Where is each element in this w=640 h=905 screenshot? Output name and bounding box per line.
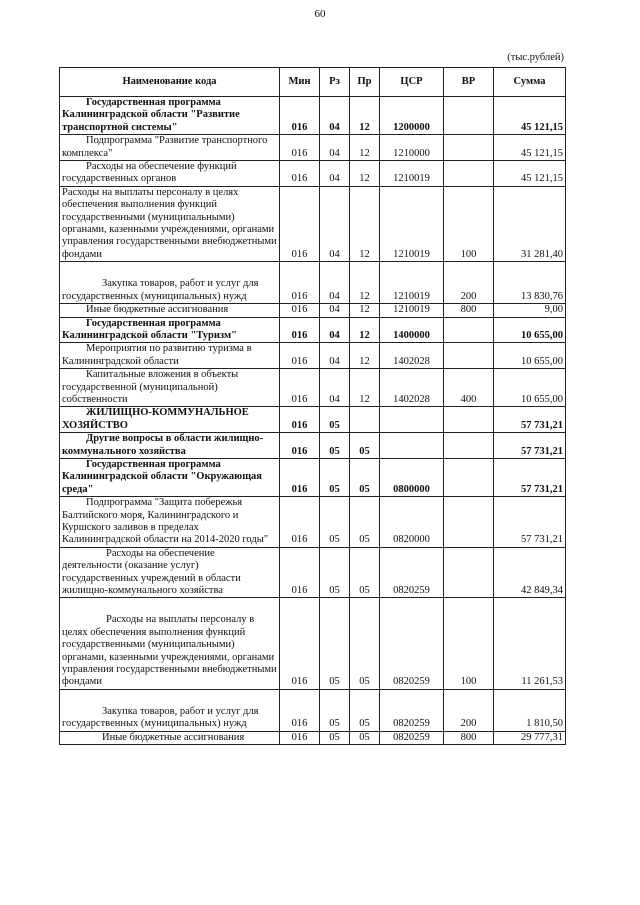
row-rz: 04	[320, 161, 350, 187]
row-pr: 12	[350, 304, 380, 317]
row-min: 016	[280, 369, 320, 407]
row-sum: 9,00	[494, 304, 566, 317]
row-rz: 05	[320, 731, 350, 744]
row-vr	[444, 97, 494, 135]
row-sum: 13 830,76	[494, 262, 566, 304]
row-pr: 12	[350, 97, 380, 135]
row-min: 016	[280, 689, 320, 731]
row-csr: 0800000	[380, 458, 444, 496]
table-row	[60, 262, 566, 304]
table-row	[60, 458, 566, 496]
row-name: Расходы на выплаты персоналу в целях обеспечения выполнения функций государственными (муниципальными) органами, казенными учреждениями, органами управления государственными внебюджетными фондами	[60, 598, 280, 689]
row-min: 016	[280, 598, 320, 689]
row-pr: 05	[350, 547, 380, 598]
row-csr: 1210019	[380, 262, 444, 304]
row-sum: 45 121,15	[494, 161, 566, 187]
row-sum: 29 777,31	[494, 731, 566, 744]
row-sum: 1 810,50	[494, 689, 566, 731]
table-row	[60, 689, 566, 731]
row-pr: 05	[350, 458, 380, 496]
row-csr: 1210019	[380, 304, 444, 317]
row-min: 016	[280, 161, 320, 187]
row-name: Подпрограмма "Развитие транспортного комплекса"	[60, 135, 280, 161]
table-row	[60, 343, 566, 369]
row-csr: 1402028	[380, 343, 444, 369]
row-csr: 1400000	[380, 317, 444, 343]
table-row	[60, 186, 566, 261]
table-header-row	[60, 68, 566, 97]
row-rz: 04	[320, 262, 350, 304]
row-min: 016	[280, 317, 320, 343]
row-csr: 0820259	[380, 598, 444, 689]
row-vr: 200	[444, 689, 494, 731]
row-min: 016	[280, 497, 320, 548]
table-row	[60, 369, 566, 407]
row-rz: 05	[320, 497, 350, 548]
row-rz: 05	[320, 433, 350, 459]
row-sum: 57 731,21	[494, 458, 566, 496]
row-vr	[444, 317, 494, 343]
row-rz: 05	[320, 458, 350, 496]
table-row	[60, 407, 566, 433]
row-vr	[444, 407, 494, 433]
header-vr: ВР	[444, 68, 494, 97]
table-row	[60, 731, 566, 744]
row-vr	[444, 547, 494, 598]
row-sum: 57 731,21	[494, 433, 566, 459]
row-rz: 05	[320, 407, 350, 433]
row-sum: 57 731,21	[494, 407, 566, 433]
row-name: Подпрограмма "Защита побережья Балтийского моря, Калининградского и Куршского заливов в пределах Калининградской области на 2014-2020 годы"	[60, 497, 280, 548]
row-rz: 04	[320, 304, 350, 317]
row-sum: 10 655,00	[494, 369, 566, 407]
row-vr: 800	[444, 304, 494, 317]
row-name: Мероприятия по развитию туризма в Калининградской области	[60, 343, 280, 369]
row-vr	[444, 497, 494, 548]
row-min: 016	[280, 186, 320, 261]
row-sum: 31 281,40	[494, 186, 566, 261]
row-sum: 10 655,00	[494, 317, 566, 343]
header-csr: ЦСР	[380, 68, 444, 97]
row-csr: 1200000	[380, 97, 444, 135]
row-sum: 57 731,21	[494, 497, 566, 548]
table-row	[60, 317, 566, 343]
row-rz: 04	[320, 317, 350, 343]
row-pr: 05	[350, 433, 380, 459]
row-rz: 04	[320, 135, 350, 161]
row-name: Государственная программа Калининградской области "Туризм"	[60, 317, 280, 343]
row-vr: 800	[444, 731, 494, 744]
row-rz: 04	[320, 186, 350, 261]
table-row	[60, 497, 566, 548]
table-row	[60, 433, 566, 459]
header-pr: Пр	[350, 68, 380, 97]
table-row	[60, 97, 566, 135]
row-pr: 12	[350, 161, 380, 187]
row-csr: 1210019	[380, 186, 444, 261]
row-min: 016	[280, 731, 320, 744]
row-csr: 1210019	[380, 161, 444, 187]
row-csr	[380, 433, 444, 459]
row-pr: 05	[350, 731, 380, 744]
header-rz: Рз	[320, 68, 350, 97]
row-csr: 0820259	[380, 547, 444, 598]
row-pr: 12	[350, 369, 380, 407]
table-row	[60, 161, 566, 187]
row-name: Иные бюджетные ассигнования	[60, 304, 280, 317]
row-min: 016	[280, 304, 320, 317]
row-pr: 12	[350, 262, 380, 304]
row-rz: 05	[320, 598, 350, 689]
row-min: 016	[280, 433, 320, 459]
row-vr: 200	[444, 262, 494, 304]
row-vr: 400	[444, 369, 494, 407]
page-number: 60	[314, 8, 326, 20]
row-pr: 05	[350, 497, 380, 548]
row-sum: 45 121,15	[494, 97, 566, 135]
row-sum: 42 849,34	[494, 547, 566, 598]
row-name: Расходы на обеспечение функций государственных органов	[60, 161, 280, 187]
row-sum: 45 121,15	[494, 135, 566, 161]
row-rz: 04	[320, 343, 350, 369]
header-min: Мин	[280, 68, 320, 97]
row-vr	[444, 458, 494, 496]
row-vr: 100	[444, 186, 494, 261]
table-row	[60, 135, 566, 161]
row-pr: 12	[350, 135, 380, 161]
row-min: 016	[280, 343, 320, 369]
row-vr	[444, 433, 494, 459]
row-sum: 11 261,53	[494, 598, 566, 689]
row-pr: 05	[350, 598, 380, 689]
row-name: Закупка товаров, работ и услуг для государственных (муниципальных) нужд	[60, 262, 280, 304]
row-name: Закупка товаров, работ и услуг для государственных (муниципальных) нужд	[60, 689, 280, 731]
units-label: (тыс.рублей)	[507, 52, 564, 63]
row-min: 016	[280, 262, 320, 304]
row-csr	[380, 407, 444, 433]
row-min: 016	[280, 547, 320, 598]
row-min: 016	[280, 458, 320, 496]
row-name: Расходы на выплаты персоналу в целях обеспечения выполнения функций государственными (муниципальными) органами, казенными учреждениями, органами управления государственными внебюджетными фондами	[60, 186, 280, 261]
row-vr	[444, 135, 494, 161]
row-rz: 04	[320, 97, 350, 135]
header-sum: Сумма	[494, 68, 566, 97]
row-pr: 12	[350, 317, 380, 343]
row-name: Другие вопросы в области жилищно-коммунального хозяйства	[60, 433, 280, 459]
row-min: 016	[280, 407, 320, 433]
row-name: Государственная программа Калининградской области "Окружающая среда"	[60, 458, 280, 496]
row-min: 016	[280, 135, 320, 161]
row-pr: 12	[350, 343, 380, 369]
header-name: Наименование кода	[60, 68, 280, 97]
row-csr: 1210000	[380, 135, 444, 161]
table-row	[60, 304, 566, 317]
row-rz: 04	[320, 369, 350, 407]
row-csr: 0820000	[380, 497, 444, 548]
row-name: ЖИЛИЩНО-КОММУНАЛЬНОЕ ХОЗЯЙСТВО	[60, 407, 280, 433]
row-sum: 10 655,00	[494, 343, 566, 369]
row-vr	[444, 161, 494, 187]
row-csr: 0820259	[380, 731, 444, 744]
row-min: 016	[280, 97, 320, 135]
budget-table	[59, 67, 566, 745]
table-row	[60, 598, 566, 689]
row-name: Расходы на обеспечение деятельности (оказание услуг) государственных учреждений в области жилищно-коммунального хозяйства	[60, 547, 280, 598]
row-rz: 05	[320, 689, 350, 731]
table-row	[60, 547, 566, 598]
row-name: Иные бюджетные ассигнования	[60, 731, 280, 744]
row-rz: 05	[320, 547, 350, 598]
row-name: Капитальные вложения в объекты государственной (муниципальной) собственности	[60, 369, 280, 407]
row-pr	[350, 407, 380, 433]
row-name: Государственная программа Калининградской области "Развитие транспортной системы"	[60, 97, 280, 135]
row-csr: 1402028	[380, 369, 444, 407]
row-pr: 05	[350, 689, 380, 731]
row-csr: 0820259	[380, 689, 444, 731]
row-pr: 12	[350, 186, 380, 261]
row-vr	[444, 343, 494, 369]
row-vr: 100	[444, 598, 494, 689]
